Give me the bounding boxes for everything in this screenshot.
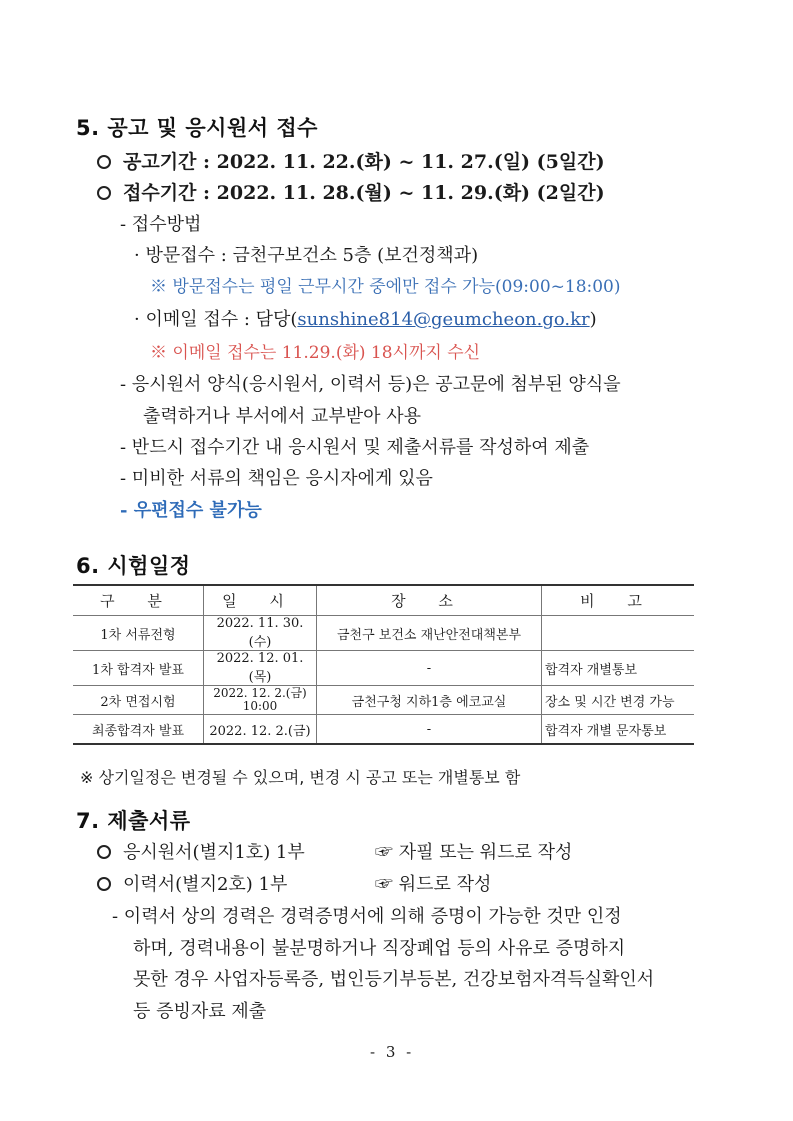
doc-resume: 이력서(별지2호) 1부 — [97, 870, 287, 896]
cell-place: - — [317, 715, 542, 745]
section6-title: 6. 시험일정 — [76, 554, 191, 578]
visit-receipt: · 방문접수 : 금천구보건소 5층 (보건정책과) — [134, 245, 479, 266]
receipt-period: 접수기간 : 2022. 11. 28.(월) ~ 11. 29.(화) (2일간) — [97, 178, 605, 205]
page-number: - 3 - — [370, 1043, 415, 1061]
no-mail-receipt: - 우편접수 불가능 — [120, 500, 262, 521]
table-row — [73, 715, 694, 745]
career-line-1: - 이력서 상의 경력은 경력증명서에 의해 증명이 가능한 것만 인정 — [112, 906, 622, 927]
method-heading: - 접수방법 — [120, 214, 202, 235]
table-header-row — [73, 585, 694, 616]
doc-application-note: ☞ 자필 또는 워드로 작성 — [375, 842, 573, 863]
career-line-3: 못한 경우 사업자등록증, 법인등기부등본, 건강보험자격득실확인서 — [133, 969, 655, 990]
notice-period: 공고기간 : 2022. 11. 22.(화) ~ 11. 27.(일) (5일간) — [97, 147, 605, 174]
visit-note: ※ 방문접수는 평일 근무시간 중에만 접수 가능(09:00~18:00) — [150, 277, 621, 297]
schedule-note: ※ 상기일정은 변경될 수 있으며, 변경 시 공고 또는 개별통보 함 — [80, 768, 521, 787]
section7-title: 7. 제출서류 — [76, 809, 191, 833]
form-line-2: 출력하거나 부서에서 교부받아 사용 — [143, 406, 421, 427]
cell-stage: 2차 면접시험 — [73, 686, 204, 715]
schedule-table — [73, 584, 694, 745]
cell-stage: 최종합격자 발표 — [73, 715, 204, 745]
cell-note — [542, 616, 695, 651]
circle-bullet-icon — [97, 155, 111, 169]
cell-date: 2022. 11. 30.(수) — [204, 616, 317, 651]
doc-resume-note: ☞ 워드로 작성 — [375, 874, 492, 895]
cell-date: 2022. 12. 2.(금) — [204, 715, 317, 745]
section5-title: 5. 공고 및 응시원서 접수 — [76, 116, 318, 140]
cell-note: 합격자 개별 문자통보 — [542, 715, 695, 745]
header-stage: 구 분 — [73, 585, 204, 616]
cell-place: - — [317, 651, 542, 686]
cell-note: 장소 및 시간 변경 가능 — [542, 686, 695, 715]
cell-note: 합격자 개별통보 — [542, 651, 695, 686]
cell-place: 금천구 보건소 재난안전대책본부 — [317, 616, 542, 651]
email-link[interactable]: sunshine814@geumcheon.go.kr — [297, 309, 590, 330]
table-row — [73, 616, 694, 651]
header-date: 일 시 — [204, 585, 317, 616]
cell-place: 금천구청 지하1층 에코교실 — [317, 686, 542, 715]
doc-application-form: 응시원서(별지1호) 1부 — [97, 838, 305, 864]
email-receipt: · 이메일 접수 : 담당(sunshine814@geumcheon.go.kr) — [134, 309, 597, 330]
cell-stage: 1차 서류전형 — [73, 616, 204, 651]
email-note: ※ 이메일 접수는 11.29.(화) 18시까지 수신 — [150, 343, 481, 363]
responsibility: - 미비한 서류의 책임은 응시자에게 있음 — [120, 468, 433, 489]
form-line-1: - 응시원서 양식(응시원서, 이력서 등)은 공고문에 첨부된 양식을 — [120, 374, 621, 395]
table-row — [73, 651, 694, 686]
header-note: 비 고 — [542, 585, 695, 616]
header-place: 장 소 — [317, 585, 542, 616]
table-row — [73, 686, 694, 715]
circle-bullet-icon — [97, 186, 111, 200]
cell-date: 2022. 12. 2.(금) 10:00 — [204, 686, 317, 715]
submit-within: - 반드시 접수기간 내 응시원서 및 제출서류를 작성하여 제출 — [120, 437, 590, 458]
career-line-4: 등 증빙자료 제출 — [133, 1001, 267, 1022]
circle-bullet-icon — [97, 845, 111, 859]
circle-bullet-icon — [97, 877, 111, 891]
career-line-2: 하며, 경력내용이 불분명하거나 직장폐업 등의 사유로 증명하지 — [133, 938, 626, 959]
cell-stage: 1차 합격자 발표 — [73, 651, 204, 686]
cell-date: 2022. 12. 01.(목) — [204, 651, 317, 686]
